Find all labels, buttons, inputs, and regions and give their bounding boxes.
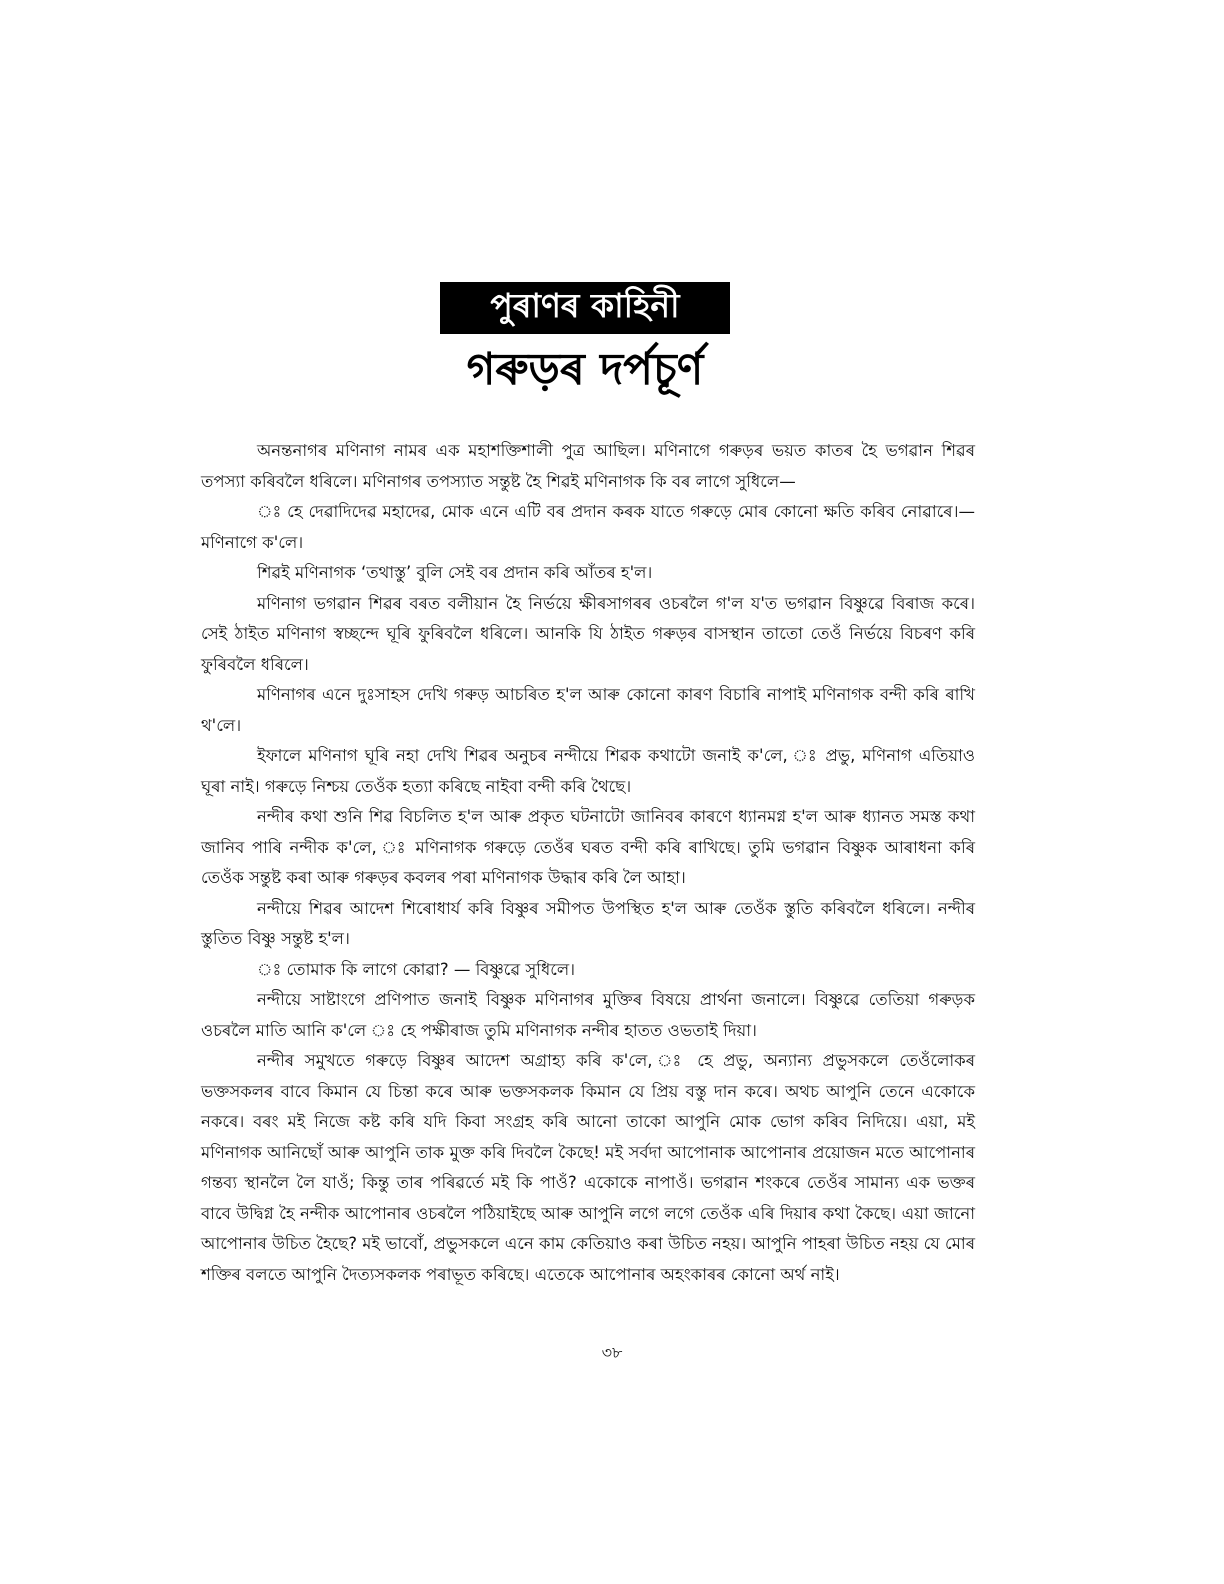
section-banner: পুৰাণৰ কাহিনী [440,282,730,334]
paragraph: নন্দীৰ সমুখতে গৰুড়ে বিষ্ণুৰ আদেশ অগ্ৰাহ্য কৰি ক'লে, ঃ হে প্ৰভু, অন্যান্য প্ৰভুসকলে তেওঁলোকৰ ভক্তসকলৰ বাবে কিমান যে চিন্তা কৰে আৰু ভক্তসকলক কিমান যে প্ৰিয় বস্তু দান কৰে। অথচ আপুনি তেনে একোকে নকৰে। বৰং মই নিজে কষ্ট কৰি যদি কিবা সংগ্ৰহ কৰি আনো তাকো আপুনি মোক ভোগ কৰিব নিদিয়ে। এয়া, মই মণিনাগক আনিছোঁ আৰু আপুনি তাক মুক্ত কৰি দিবলৈ কৈছে! মই সৰ্বদা আপোনাক আপোনাৰ প্ৰয়োজন মতে আপোনাৰ গন্তব্য স্থানলৈ লৈ যাওঁ; কিন্তু তাৰ পৰিৱৰ্তে মই কি পাওঁ? একোকে নাপাওঁ। ভগৱান শংকৰে তেওঁৰ সামান্য এক ভক্তৰ বাবে উদ্বিগ্ন হৈ নন্দীক আপোনাৰ ওচৰলৈ পঠিয়াইছে আৰু আপুনি লগে লগে তেওঁক এৰি দিয়াৰ কথা কৈছে। এয়া জানো আপোনাৰ উচিত হৈছে? মই ভাবোঁ, প্ৰভুসকলে এনে কাম কেতিয়াও কৰা উচিত নহয়। আপুনি পাহৰা উচিত নহয় যে মোৰ শক্তিৰ বলতে আপুনি দৈত্যসকলক পৰাভূত কৰিছে। এতেকে আপোনাৰ অহংকাৰৰ কোনো অৰ্থ নাই। [201,1051,975,1284]
paragraph: নন্দীয়ে শিৱৰ আদেশ শিৰোধাৰ্য কৰি বিষ্ণুৰ সমীপত উপস্থিত হ'ল আৰু তেওঁক স্তুতি কৰিবলৈ ধৰিলে। নন্দীৰ স্তুতিত বিষ্ণু সন্তুষ্ট হ'ল। [201,898,975,948]
paragraph: ঃ তোমাক কি লাগে কোৱা? — বিষ্ণুৱে সুধিলে। [257,959,576,979]
paragraph: মণিনাগ ভগৱান শিৱৰ বৰত বলীয়ান হৈ নিৰ্ভয়ে ক্ষীৰসাগৰৰ ওচৰলৈ গ'ল য'ত ভগৱান বিষ্ণুৱে বিৰাজ কৰে। সেই ঠাইত মণিনাগ স্বচ্ছন্দে ঘূৰি ফুৰিবলৈ ধৰিলে। আনকি যি ঠাইত গৰুড়ৰ বাসস্থান তাতো তেওঁ নিৰ্ভয়ে বিচৰণ কৰি ফুৰিবলৈ ধৰিলে। [201,593,975,674]
paragraph: অনন্তনাগৰ মণিনাগ নামৰ এক মহাশক্তিশালী পুত্ৰ আছিল। মণিনাগে গৰুড়ৰ ভয়ত কাতৰ হৈ ভগৱান শিৱৰ তপস্যা কৰিবলৈ ধৰিলে। মণিনাগৰ তপস্যাত সন্তুষ্ট হৈ শিৱই মণিনাগক কি বৰ লাগে সুধিলে— [201,441,975,491]
paragraph: মণিনাগৰ এনে দুঃসাহস দেখি গৰুড় আচৰিত হ'ল আৰু কোনো কাৰণ বিচাৰি নাপাই মণিনাগক বন্দী কৰি ৰাখি থ'লে। [201,685,975,735]
paragraph: ইফালে মণিনাগ ঘূৰি নহা দেখি শিৱৰ অনুচৰ নন্দীয়ে শিৱক কথাটো জনাই ক'লে, ঃ প্ৰভু, মণিনাগ এতিয়াও ঘূৰা নাই। গৰুড়ে নিশ্চয় তেওঁক হত্যা কৰিছে নাইবা বন্দী কৰি থৈছে। [201,746,975,796]
page-number: ৩৮ [601,1343,623,1362]
paragraph: নন্দীয়ে সাষ্টাংগে প্ৰণিপাত জনাই বিষ্ণুক মণিনাগৰ মুক্তিৰ বিষয়ে প্ৰাৰ্থনা জনালে। বিষ্ণুৱে তেতিয়া গৰুড়ক ওচৰলৈ মাতি আনি ক'লে ঃ হে পক্ষীৰাজ তুমি মণিনাগক নন্দীৰ হাতত ওভতাই দিয়া। [201,990,975,1040]
paragraph: শিৱই মণিনাগক ‘তথাস্তু’ বুলি সেই বৰ প্ৰদান কৰি আঁতৰ হ'ল। [257,563,653,582]
paragraph: ঃ হে দেৱাদিদেৱ মহাদেৱ, মোক এনে এটি বৰ প্ৰদান কৰক যাতে গৰুড়ে মোৰ কোনো ক্ষতি কৰিব নোৱাৰে।— মণিনাগে ক'লে। [201,502,975,552]
paragraph: নন্দীৰ কথা শুনি শিৱ বিচলিত হ'ল আৰু প্ৰকৃত ঘটনাটো জানিবৰ কাৰণে ধ্যানমগ্ন হ'ল আৰু ধ্যানত সমস্ত কথা জানিব পাৰি নন্দীক ক'লে, ঃ মণিনাগক গৰুড়ে তেওঁৰ ঘৰত বন্দী কৰি ৰাখিছে। তুমি ভগৱান বিষ্ণুক আৰাধনা কৰি তেওঁক সন্তুষ্ট কৰা আৰু গৰুড়ৰ কবলৰ পৰা মণিনাগক উদ্ধাৰ কৰি লৈ আহা। [201,807,975,887]
story-body [201,436,975,1290]
page-title: গৰুড়ৰ দৰ্পচূৰ্ণ [466,344,704,395]
